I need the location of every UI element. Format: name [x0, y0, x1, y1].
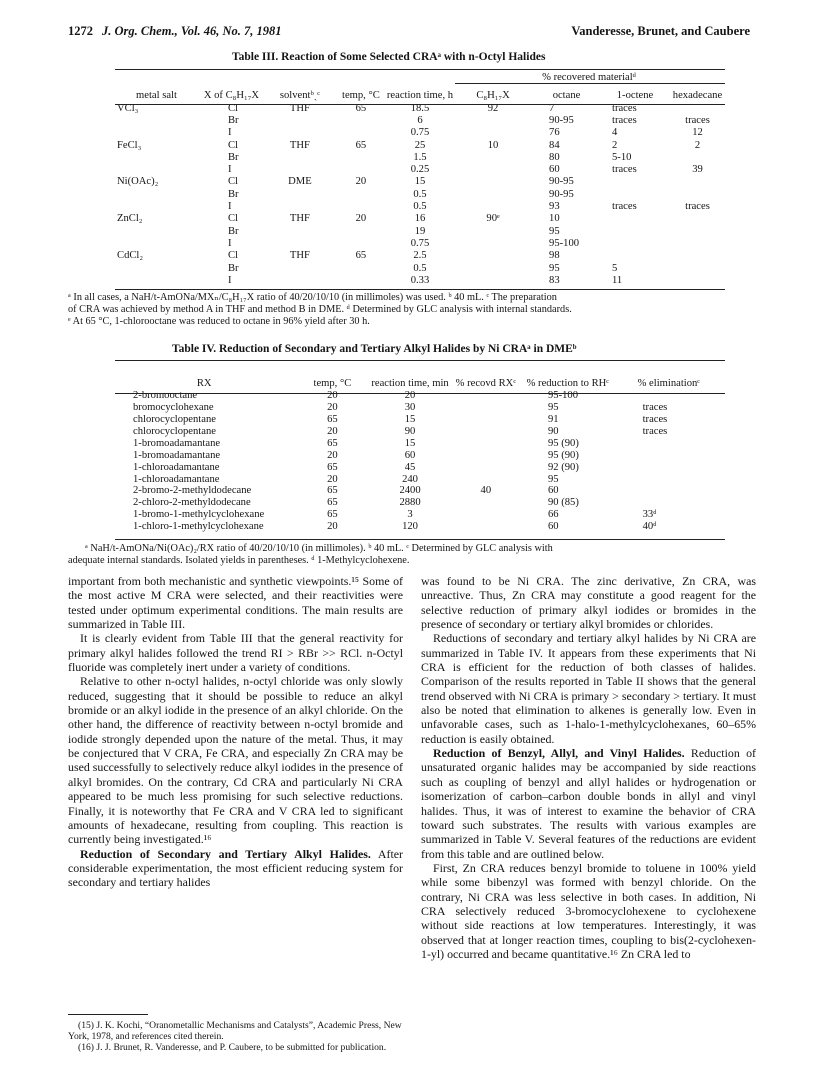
table3-col-header: C₈H₁₇X [476, 90, 510, 102]
table-cell: 0.75 [410, 127, 430, 139]
table-cell: Cl [227, 102, 238, 114]
table-cell: Br [227, 188, 239, 200]
table-cell: Cl [227, 250, 238, 262]
table-cell [600, 237, 670, 249]
table-cell: 20 [355, 213, 367, 225]
table-cell: 65 [327, 414, 338, 426]
table-cell [265, 127, 335, 139]
table-cell: Ni(OAc)₂ [117, 176, 159, 188]
table4-top-rule [115, 360, 725, 361]
table-cell: 65 [355, 250, 367, 262]
table-row [115, 213, 725, 225]
table-cell: 240 [402, 473, 418, 485]
table-cell [335, 151, 387, 163]
table-cell: 1-bromoadamantane [133, 449, 221, 461]
table-cell: Br [227, 225, 239, 237]
table-cell: I [227, 237, 232, 249]
table-cell [613, 473, 725, 485]
table-cell [453, 200, 533, 212]
table-row [115, 237, 725, 249]
table-cell: traces [612, 102, 637, 114]
table-cell: traces [612, 164, 637, 176]
table-cell: 84 [549, 139, 560, 151]
table3-bottom-rule [115, 289, 725, 290]
table-cell: 1-bromo-1-methylcyclohexane [133, 509, 265, 521]
paragraph: Reduction of Benzyl, Allyl, and Vinyl Halides. Reduction of unsaturated organic halides may be accompanied by side reactions such as coupling of benzyl and allyl halides or hydrogenation or isomerization of carbon–carbon double bonds in allyl and vinyl halides. Thus, it was of interest to examine the behavior of CRA toward such substrates. The results with various examples are summarized in Table V. Several features of the reductions are evident from this table and are outlined below. [421, 746, 756, 861]
paragraph: First, Zn CRA reduces benzyl bromide to toluene in 100% yield while some bibenzyl was formed with benzyl chloride. On the contrary, Ni CRA was less selective in both cases. In addition, Ni CRA selectively reduced 3-bromocyclohexene to cyclohexene without side reactions at low temperatures. Interestingly, it was observed that at longer reaction times, coupling to bis(2-cyclohexen-1-yl) occurred and became quantitative.¹⁶ Zn CRA led to [421, 860, 756, 961]
table-cell: 2400 [399, 485, 421, 497]
table-cell [613, 438, 725, 450]
table-row [115, 250, 725, 262]
table3-col-header: temp, °C [342, 90, 380, 102]
table3-footnote: of CRA was achieved by method A in THF and method B in DME. ᵈ Determined by GLC analysis with internal standards. [68, 304, 572, 315]
table-cell [613, 461, 725, 473]
table-cell: 0.75 [410, 237, 430, 249]
table-cell: 2 [694, 139, 701, 151]
table-cell: 95 [547, 402, 559, 414]
paragraph: important from both mechanistic and synthetic viewpoints.¹⁵ Some of the most active M CRA were selected, and their reactivities were tested under optimum experimental conditions. The main results are summarized in Table III. [68, 574, 403, 632]
table-cell [670, 213, 725, 225]
table-cell: 10 [487, 139, 499, 151]
table-cell: 20 [355, 176, 367, 188]
table-cell: 20 [327, 449, 338, 461]
table-cell: 91 [547, 414, 559, 426]
table-cell: 60 [547, 521, 559, 533]
footnote-separator [68, 1014, 148, 1015]
table-cell [449, 509, 523, 521]
table-cell: 20 [327, 425, 338, 437]
table-cell [453, 176, 533, 188]
table-row [115, 114, 725, 126]
table-cell: 5 [612, 262, 618, 274]
table-cell: THF [289, 139, 310, 151]
table-row [115, 163, 725, 175]
table4-header-rule [115, 393, 725, 394]
table-cell: traces [642, 414, 668, 426]
table-cell [265, 237, 335, 249]
paragraph: It is clearly evident from Table III that the general reactivity for primary alkyl halides followed the trend RI > RBr >> RCl. n-Octyl fluoride was completely inert under a variety of conditions. [68, 631, 403, 675]
table4-col-header: reaction time, min [371, 378, 449, 390]
table-row [115, 151, 725, 163]
table-cell: 90-95 [549, 188, 574, 200]
table-cell: 76 [549, 127, 560, 139]
table-cell [335, 225, 387, 237]
table4-footnote: ᵃ NaH/t-AmONa/Ni(OAc)₂/RX ratio of 40/20/10/10 (in millimoles). ᵇ 40 mL. ᶜ Determined by GLC analysis with [85, 543, 553, 554]
table-cell: 2-chloro-2-methyldodecane [133, 497, 251, 509]
table-cell [613, 485, 725, 497]
table-cell: 66 [547, 509, 559, 521]
table-cell: Br [227, 151, 239, 163]
reference-16: (16) J. J. Brunet, R. Vanderesse, and P. Caubere, to be submitted for publication. [78, 1042, 387, 1053]
table-cell: 0.33 [410, 274, 430, 286]
table-cell [265, 188, 335, 200]
table-row [115, 461, 725, 473]
table-cell [335, 237, 387, 249]
table-cell: 4 [612, 127, 618, 139]
table-cell: 11 [612, 274, 623, 286]
table-cell: 95 (90) [547, 449, 579, 461]
table3-col-header: solventᵇˎᶜ [279, 90, 320, 102]
table-cell: 5-10 [612, 151, 632, 163]
table-cell [453, 250, 533, 262]
table-cell [449, 438, 523, 450]
table-cell: 15 [404, 437, 416, 449]
table-row [115, 188, 725, 200]
table-cell [453, 274, 533, 286]
table-cell [670, 262, 725, 274]
table-cell [335, 127, 387, 139]
table-cell [335, 200, 387, 212]
table-cell [265, 151, 335, 163]
table-row [115, 509, 725, 521]
table-cell [600, 176, 670, 188]
table-cell [670, 151, 725, 163]
table-row [115, 262, 725, 274]
table-cell [449, 521, 523, 533]
table-cell: 2 [612, 139, 618, 151]
table-row [115, 402, 725, 414]
table-cell [335, 163, 387, 175]
table-cell: 2-bromooctane [133, 390, 198, 402]
reference-15: (15) J. K. Kochi, “Oranometallic Mechanisms and Catalysts”, Academic Press, New York, 1978, and references cited therein. [68, 1020, 402, 1042]
table4-footnote: adequate internal standards. Isolated yields in parentheses. ᵈ 1-Methylcyclohexene. [68, 555, 410, 566]
table-cell [335, 262, 387, 274]
table-cell [115, 237, 198, 249]
table-cell [453, 237, 533, 249]
table-cell: THF [289, 213, 310, 225]
section-heading: Reduction of Benzyl, Allyl, and Vinyl Halides. [433, 746, 685, 761]
table-cell: 20 [404, 390, 416, 402]
table-cell: I [227, 201, 232, 213]
table-cell [115, 114, 198, 126]
table-cell [335, 114, 387, 126]
table-cell: 20 [327, 521, 338, 533]
table-cell [449, 414, 523, 426]
table4-bottom-rule [115, 539, 725, 540]
table-cell: Cl [227, 176, 238, 188]
table4-caption: Table IV. Reduction of Secondary and Tertiary Alkyl Halides by Ni CRAᵃ in DMEᵇ [172, 343, 577, 355]
table-cell [449, 497, 523, 509]
table-cell: 40ᵈ [642, 521, 657, 533]
table-cell: 95 (90) [547, 437, 579, 449]
table3-caption: Table III. Reaction of Some Selected CRAᵃ with n-Octyl Halides [232, 51, 546, 63]
table-cell: FeCl₃ [117, 139, 142, 151]
table-cell [115, 163, 198, 175]
table-cell: 95 [549, 262, 560, 274]
table-cell [265, 225, 335, 237]
table-row [115, 414, 725, 426]
table-cell [335, 188, 387, 200]
table-row [115, 200, 725, 212]
table-cell [600, 213, 670, 225]
left-column [68, 574, 403, 890]
table-cell [115, 262, 198, 274]
table4-col-header: % eliminationᶜ [637, 378, 701, 390]
paragraph: Reductions of secondary and tertiary alkyl halides by Ni CRA are summarized in Table IV. It appears from these experiments that Ni CRA is efficient for the reduction of both classes of halides. Comparison of the results reported in Table II shows that the general trend observed with Ni CRA is primary > secondary > tertiary. It must also be noted that elimination to alkenes is generally low. Even in unfavorable cases, such as 1-halo-1-methylcyclohexanes, 60–65% reduction is easily obtained. [421, 631, 756, 746]
table-cell [613, 390, 725, 402]
table-cell [335, 274, 387, 286]
table-cell [453, 127, 533, 139]
table-cell: 3 [407, 509, 413, 521]
table-cell: 2-bromo-2-methyldodecane [133, 485, 252, 497]
table-row [115, 274, 725, 286]
table4-col-header: % recovd RXᶜ [455, 378, 517, 390]
references [68, 1020, 403, 1053]
table-row [115, 139, 725, 151]
table-cell: 120 [402, 521, 418, 533]
table-cell: 12 [692, 127, 703, 139]
table-cell: 65 [327, 509, 338, 521]
table-cell [613, 449, 725, 461]
table-cell [453, 262, 533, 274]
table-cell: 20 [327, 473, 338, 485]
table-cell: I [227, 274, 232, 286]
table-cell [453, 188, 533, 200]
table-row [115, 426, 725, 438]
table-cell [670, 250, 725, 262]
table4 [115, 364, 725, 533]
table3-footnote: ᵃ In all cases, a NaH/t-AmONa/MXₙ/C₈H₁₇X ratio of 40/20/10/10 (in millimoles) was used. ᵇ 40 mL. ᶜ The preparation [68, 292, 557, 303]
table-cell: 7 [549, 102, 555, 114]
right-column [421, 574, 756, 961]
table-cell [115, 151, 198, 163]
table-cell [670, 176, 725, 188]
table-cell: 45 [404, 461, 416, 473]
table3-col-header: metal salt [136, 90, 177, 102]
table-cell [453, 163, 533, 175]
table3-col-header: octane [552, 90, 581, 102]
table-cell: THF [289, 250, 310, 262]
table-row [115, 485, 725, 497]
table-cell: VCl₃ [117, 102, 139, 114]
table-cell: 1-chloroadamantane [133, 473, 220, 485]
table-cell [449, 426, 523, 438]
table-cell: Br [227, 262, 239, 274]
table-cell: 60 [549, 164, 560, 176]
table-cell: 95 [549, 225, 560, 237]
table-cell [449, 461, 523, 473]
table3-header-rule [115, 104, 725, 105]
table-cell [670, 188, 725, 200]
table-cell [449, 449, 523, 461]
table-cell: 93 [549, 201, 560, 213]
table-cell [600, 188, 670, 200]
paragraph: Relative to other n-octyl halides, n-octyl chloride was only slowly reduced, suggesting that it should be possible to reduce an alkyl bromide or an alkyl iodide in the presence of an alkyl chloride. On the other hand, the difference of reactivity between n-octyl bromide and iodide strongly depended upon the nature of the metal. Thus, it may be conjectured that V CRA, Fe CRA, and especially Zn CRA may be used successfully to selectively reduce alkyl iodides in the presence of alkyl bromides. On the contrary, Cd CRA and particularly Ni CRA appeared to be much less promising for such selective reductions. Finally, it is noteworthy that Fe CRA and V CRA led to significant amounts of hexadecane, resulting from coupling. This reaction is currently being investigated.¹⁶ [68, 674, 403, 847]
table4-col-header: RX [196, 378, 212, 390]
table3-footnote: ᵉ At 65 °C, 1-chlorooctane was reduced to octane in 96% yield after 30 h. [68, 316, 370, 327]
table-cell: traces [612, 201, 637, 213]
table-cell: 40 [480, 485, 492, 497]
table-cell [670, 225, 725, 237]
table-cell [115, 274, 198, 286]
table-cell: Cl [227, 213, 238, 225]
table-cell: 90-95 [549, 176, 574, 188]
journal-citation: J. Org. Chem., Vol. 46, No. 7, 1981 [102, 24, 282, 38]
table-cell: traces [642, 402, 668, 414]
table-cell: 60 [547, 485, 559, 497]
table-cell: THF [289, 102, 310, 114]
table-cell: CdCl₂ [117, 250, 144, 262]
table4-col-header: % reduction to RHᶜ [526, 378, 610, 390]
table-cell: 90 [547, 425, 559, 437]
table-cell: 2.5 [413, 250, 427, 262]
table-cell: Br [227, 115, 239, 126]
table3-col-header: hexadecane [672, 90, 723, 102]
table-cell: chlorocyclopentane [133, 425, 216, 437]
table-cell [265, 163, 335, 175]
table-cell: 80 [549, 151, 560, 163]
table-cell: 90 [404, 425, 416, 437]
table-cell: 65 [355, 102, 367, 114]
table-cell: 20 [327, 402, 338, 414]
table-cell [670, 237, 725, 249]
table-cell: 95-100 [549, 237, 580, 249]
paragraph: was found to be Ni CRA. The zinc derivative, Zn CRA, was unreactive. Thus, Zn CRA may constitute a good reagent for the selective reduction of primary alkyl iodides or bromides in the presence of secondary or tertiary alkyl bromides or chlorides. [421, 574, 756, 632]
table-cell: 0.5 [413, 188, 427, 200]
table-cell: 0.5 [413, 262, 427, 274]
table-cell: 65 [327, 497, 338, 509]
table-cell: 1.5 [413, 151, 427, 163]
table-cell: traces [685, 115, 710, 126]
table-row [115, 127, 725, 139]
table-cell: 2880 [399, 497, 421, 509]
table-cell: 1-bromoadamantane [133, 437, 221, 449]
table-cell: 92 [487, 102, 499, 114]
table-cell [265, 262, 335, 274]
table-cell [449, 402, 523, 414]
table-cell: 10 [549, 213, 560, 225]
table-cell: 19 [414, 225, 426, 237]
table-cell: 20 [327, 390, 338, 402]
table-cell: traces [642, 425, 668, 437]
table-cell: 95 [547, 473, 559, 485]
table-cell [670, 274, 725, 286]
table-cell [115, 200, 198, 212]
table-cell: 90 (85) [547, 497, 579, 509]
running-authors: Vanderesse, Brunet, and Caubere [571, 24, 750, 38]
table-cell: 1-chloroadamantane [133, 461, 220, 473]
table-cell: I [227, 127, 232, 139]
table-cell: 30 [404, 402, 416, 414]
table-cell [453, 225, 533, 237]
table-cell: 18.5 [410, 102, 430, 114]
table-cell [265, 114, 335, 126]
table-cell [453, 151, 533, 163]
table-cell: 98 [549, 250, 560, 262]
table-cell: DME [288, 176, 312, 188]
table-cell: 39 [692, 164, 703, 176]
page-number: 1272 [68, 24, 93, 38]
table-row [115, 438, 725, 450]
table-cell: 65 [327, 485, 338, 497]
paragraph: Reduction of Secondary and Tertiary Alkyl Halides. After considerable experimentation, the most efficient reducing system for secondary and tertiary halides [68, 846, 403, 890]
table-row [115, 473, 725, 485]
table-cell: 6 [417, 115, 423, 126]
table-cell [600, 250, 670, 262]
table3-col-header: X of C₈H₁₇X [203, 90, 260, 102]
table-cell: 92 (90) [547, 461, 579, 473]
table-cell: 1-chloro-1-methylcyclohexane [133, 521, 264, 533]
table3-col-header: reaction time, h [386, 90, 454, 102]
table-cell: 90-95 [549, 115, 574, 126]
table-cell: traces [685, 201, 710, 213]
table-cell: 25 [414, 139, 426, 151]
table-cell: 65 [327, 461, 338, 473]
table-cell [453, 114, 533, 126]
table-cell: 15 [414, 176, 426, 188]
table-cell: bromocyclohexane [133, 402, 214, 414]
table-cell [265, 274, 335, 286]
section-heading: Reduction of Secondary and Tertiary Alkyl Halides. [80, 846, 371, 861]
table3-col-header: 1-octene [616, 90, 654, 102]
table-row [115, 176, 725, 188]
table-cell [449, 390, 523, 402]
table4-col-header: temp, °C [313, 378, 352, 390]
table-cell: 60 [404, 449, 416, 461]
table3-top-rule [115, 69, 725, 70]
table-cell: 16 [414, 213, 426, 225]
table-cell: Cl [227, 139, 238, 151]
table-cell: 15 [404, 414, 416, 426]
table-row [115, 225, 725, 237]
table-cell: 65 [355, 139, 367, 151]
table-cell: 0.5 [413, 201, 427, 213]
table-cell: 33ᵈ [642, 509, 657, 521]
table-cell: 95-100 [547, 390, 578, 402]
table-cell: ZnCl₂ [117, 213, 143, 225]
table-cell [115, 225, 198, 237]
table-cell: traces [612, 115, 637, 126]
table-cell: chlorocyclopentane [133, 414, 216, 426]
table-cell [449, 473, 523, 485]
table-cell [600, 225, 670, 237]
table-row [115, 521, 725, 533]
table-cell: 0.25 [410, 164, 430, 176]
table-cell: I [227, 164, 232, 176]
table-row [115, 497, 725, 509]
table-row [115, 390, 725, 402]
table-cell [115, 127, 198, 139]
table-cell [115, 188, 198, 200]
table-row [115, 449, 725, 461]
table-cell: 65 [327, 437, 338, 449]
table-cell: 90ᵉ [486, 213, 500, 225]
table-cell [613, 497, 725, 509]
table-cell [265, 200, 335, 212]
table3-group-header: % recovered materialᵈ [542, 72, 636, 84]
table-cell: 83 [549, 274, 560, 286]
